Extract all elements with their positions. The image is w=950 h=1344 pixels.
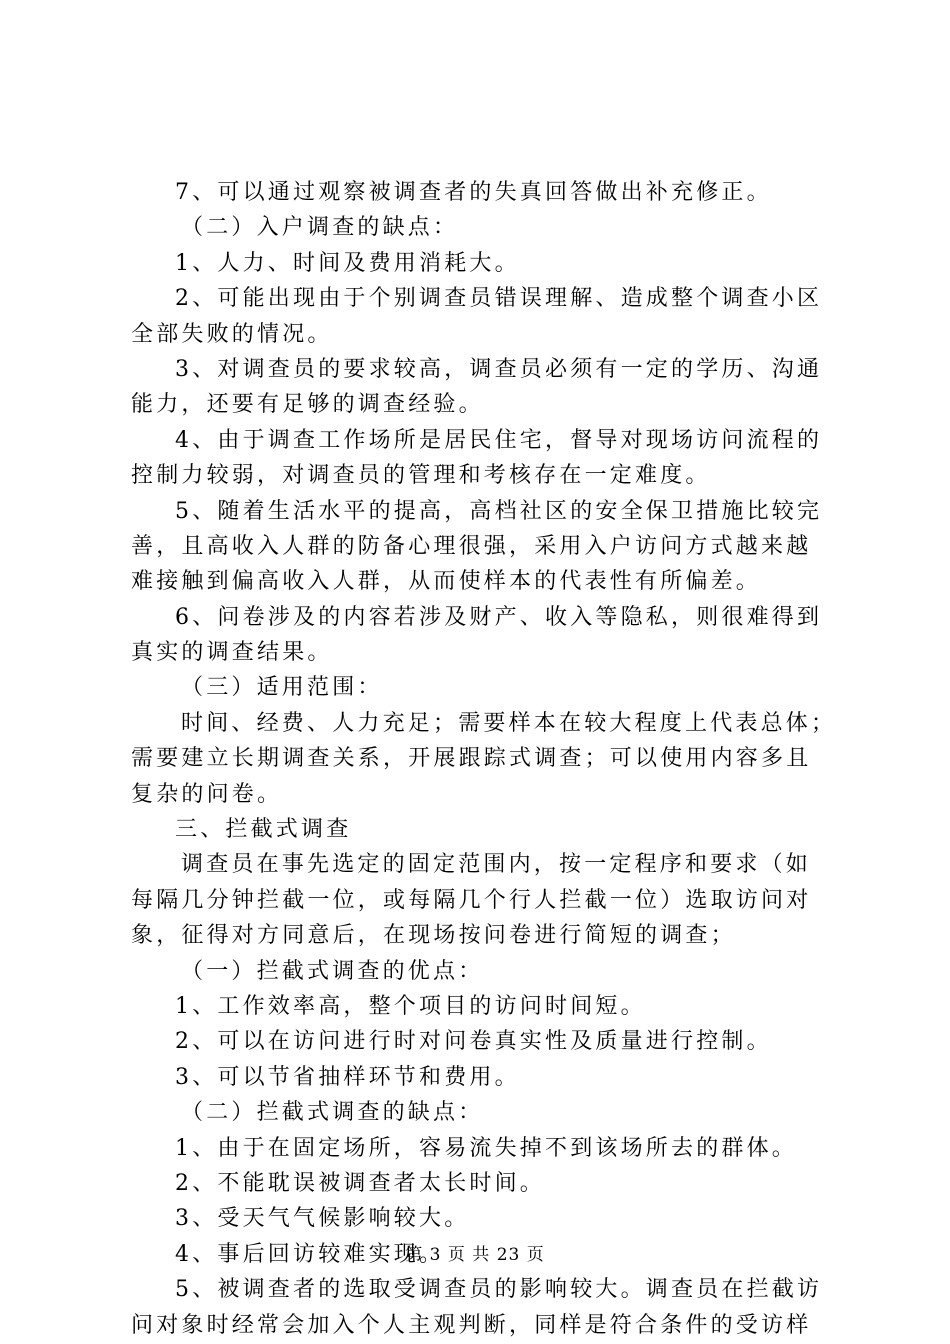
document-body [131,175,837,1343]
text-line: 5、被调查者的选取受调查员的影响较大。调查员在拦截访 [175,1277,823,1303]
text-line: 需要建立长期调查关系，开展跟踪式调查；可以使用内容多且 [131,746,812,772]
text-line: 三、拦截式调查 [175,817,352,843]
text-line: 难接触到偏高收入人群，从而使样本的代表性有所偏差。 [131,569,762,595]
text-line: 4、由于调查工作场所是居民住宅，督导对现场访问流程的 [175,427,823,453]
text-line: 真实的调查结果。 [131,640,333,666]
text-line: 1、人力、时间及费用消耗大。 [175,250,520,276]
text-line: 3、可以节省抽样环节和费用。 [175,1064,520,1090]
text-line: 象，征得对方同意后，在现场按问卷进行简短的调查； [131,923,736,949]
text-line: 1、由于在固定场所，容易流失掉不到该场所去的群体。 [175,1135,797,1161]
text-line: 善，且高收入人群的防备心理很强，采用入户访问方式越来越 [131,533,812,559]
text-line: 7、可以通过观察被调查者的失真回答做出补充修正。 [175,180,772,205]
text-line: 2、不能耽误被调查者太长时间。 [175,1170,545,1196]
text-line: （二）拦截式调查的缺点： [181,1100,484,1126]
text-line: 3、对调查员的要求较高，调查员必须有一定的学历、沟通 [175,356,823,382]
text-line: 调查员在事先选定的固定范围内，按一定程序和要求（如 [181,852,812,878]
text-line: 2、可以在访问进行时对问卷真实性及质量进行控制。 [175,1029,772,1055]
text-line: 6、问卷涉及的内容若涉及财产、收入等隐私，则很难得到 [175,604,823,630]
text-line: 2、可能出现由于个别调查员错误理解、造成整个调查小区 [175,286,823,312]
text-line: 3、受天气气候影响较大。 [175,1206,470,1232]
text-line: 问对象时经常会加入个人主观判断，同样是符合条件的受访样 [131,1312,812,1338]
text-line: （三）适用范围： [181,675,383,701]
text-line: （一）拦截式调查的优点： [181,958,484,984]
text-line: 1、工作效率高，整个项目的访问时间短。 [175,993,646,1019]
text-line: 全部失败的情况。 [131,321,333,347]
text-line: 复杂的问卷。 [131,781,283,807]
page-footer: 第 3 页 共 23 页 [405,1245,545,1265]
text-line: （二）入户调查的缺点： [181,215,459,241]
text-line: 5、随着生活水平的提高，高档社区的安全保卫措施比较完 [175,498,823,524]
text-line: 4、事后回访较难实现。 [175,1241,445,1267]
text-line: 每隔几分钟拦截一位，或每隔几个行人拦截一位）选取访问对 [131,887,812,913]
text-line: 控制力较弱，对调查员的管理和考核存在一定难度。 [131,463,711,489]
text-line: 能力，还要有足够的调查经验。 [131,392,484,418]
text-line: 时间、经费、人力充足；需要样本在较大程度上代表总体； [181,710,837,736]
